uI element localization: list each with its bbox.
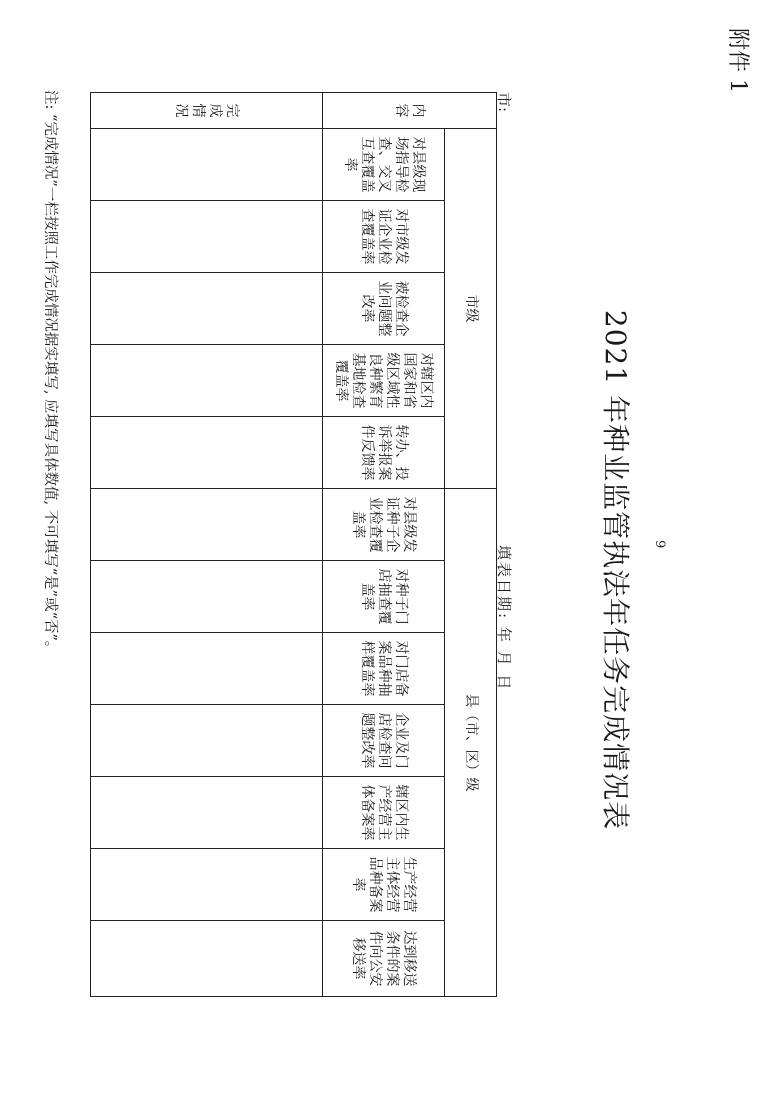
city-label: 市: xyxy=(495,92,513,113)
table-columns-row xyxy=(323,93,445,997)
completion-cell[interactable] xyxy=(91,417,323,489)
page-number: 9 xyxy=(652,540,667,549)
column-header: 对县级现场指导检查、交叉互查覆盖率 xyxy=(323,129,445,201)
column-header: 对种子门店抽查覆盖率 xyxy=(323,561,445,633)
page-title: 2021 年种业监管执法年任务完成情况表 xyxy=(599,309,632,831)
completion-cell[interactable] xyxy=(91,849,323,921)
completion-cell[interactable] xyxy=(91,705,323,777)
column-header: 对市级发证企业检查覆盖率 xyxy=(323,201,445,273)
column-header: 被检查企业问题整改率 xyxy=(323,273,445,345)
column-header: 企业及门店检查问题整改率 xyxy=(323,705,445,777)
column-header: 对辖区内国家和省级区域性良种繁育基地检查覆盖率 xyxy=(323,345,445,417)
column-header: 转办、投诉举报案件反馈率 xyxy=(323,417,445,489)
column-header: 生产经营主体经营品种备案率 xyxy=(323,849,445,921)
completion-cell[interactable] xyxy=(91,777,323,849)
completion-label-cell: 完成情况 xyxy=(91,93,323,129)
completion-row xyxy=(91,93,323,997)
table-header-row xyxy=(445,93,497,997)
completion-cell[interactable] xyxy=(91,633,323,705)
completion-cell[interactable] xyxy=(91,129,323,201)
completion-cell[interactable] xyxy=(91,273,323,345)
column-header: 达到移送条件的案件向公安移送率 xyxy=(323,921,445,997)
content-header-cell: 内容 xyxy=(323,93,497,129)
completion-cell[interactable] xyxy=(91,489,323,561)
date-label: 填表日期: 年 月 日 xyxy=(495,545,513,692)
completion-cell[interactable] xyxy=(91,345,323,417)
footnote: 注: “完成情况”一栏按照工作完成情况据实填写, 应填写具体数值, 不可填写“是”或“否”。 xyxy=(42,90,58,656)
task-table xyxy=(90,92,497,997)
completion-cell[interactable] xyxy=(91,921,323,997)
column-header: 对门店备案品种抽样覆盖率 xyxy=(323,633,445,705)
column-header: 辖区内生产经营主体备案率 xyxy=(323,777,445,849)
completion-cell[interactable] xyxy=(91,201,323,273)
completion-cell[interactable] xyxy=(91,561,323,633)
attachment-label: 附件 1 xyxy=(725,28,750,93)
city-level-header: 市级 xyxy=(445,129,497,489)
county-level-header: 县（市、区）级 xyxy=(445,489,497,997)
column-header: 对县级发证种子企业检查覆盖率 xyxy=(323,489,445,561)
